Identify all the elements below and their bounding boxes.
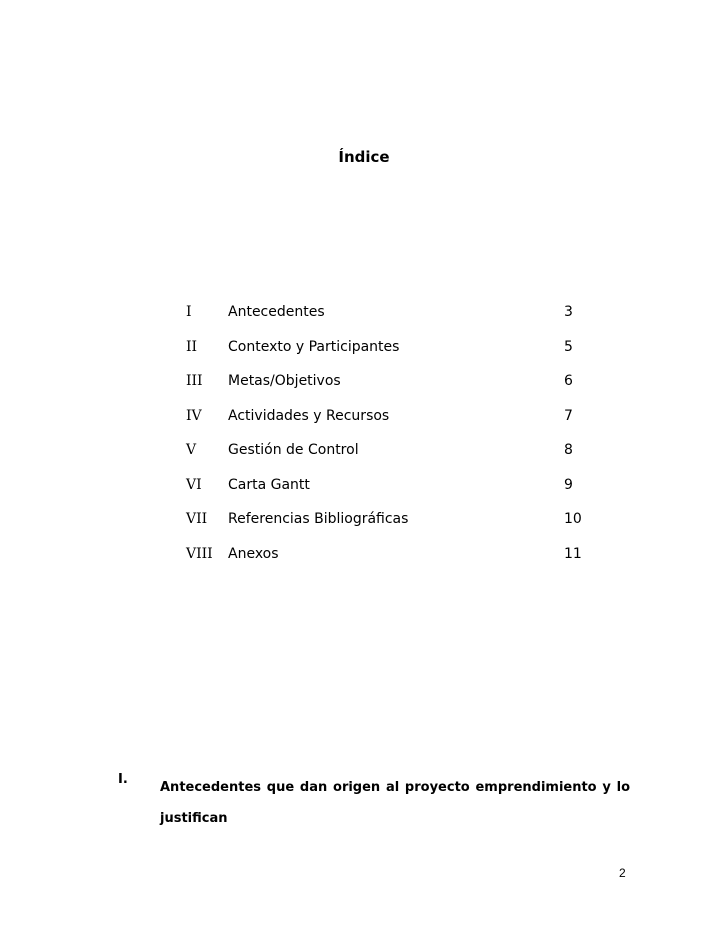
toc-entry-page: 7	[564, 407, 573, 424]
toc-entry	[186, 546, 606, 581]
toc-entry-number: V	[186, 442, 197, 458]
toc-entry-label: Gestión de Control	[228, 442, 359, 458]
toc-entry-number: VI	[186, 476, 202, 493]
toc-entry	[186, 408, 606, 443]
toc-entry-page: 5	[564, 338, 573, 355]
toc-entry-number: IV	[186, 407, 202, 424]
toc-entry-page: 11	[564, 545, 582, 562]
toc-entry	[186, 339, 606, 374]
toc-entry	[186, 477, 606, 512]
toc-entry-page: 10	[564, 511, 582, 527]
toc-entry	[186, 511, 606, 546]
toc-entry-label: Actividades y Recursos	[228, 407, 390, 424]
toc-entry-page: 8	[564, 442, 573, 458]
toc-entry-number: VIII	[186, 545, 213, 562]
page-number: 2	[619, 866, 626, 880]
toc-entry	[186, 442, 606, 477]
toc-entry-label: Metas/Objetivos	[228, 373, 341, 389]
toc-entry-number: II	[186, 338, 198, 355]
page-title: Índice	[338, 148, 390, 166]
toc-entry-label: Carta Gantt	[228, 476, 310, 493]
toc-entry-page: 3	[564, 304, 573, 320]
toc-entry-label: Antecedentes	[228, 304, 325, 320]
toc-entry-label: Anexos	[228, 545, 279, 562]
toc-entry-label: Contexto y Participantes	[228, 338, 400, 355]
toc-entry-number: I	[186, 304, 192, 320]
toc-entry-page: 6	[564, 373, 573, 389]
toc-entry-number: III	[186, 373, 203, 389]
toc-entry	[186, 304, 606, 339]
section-heading-text: Antecedentes que dan origen al proyecto emprendimiento y lo justifican	[160, 780, 630, 826]
toc-entry-page: 9	[564, 476, 573, 493]
toc-entry	[186, 373, 606, 408]
toc-entry-label: Referencias Bibliográficas	[228, 511, 409, 527]
section-number: I.	[118, 772, 128, 787]
toc-entry-number: VII	[186, 511, 208, 527]
table-of-contents	[186, 304, 606, 580]
